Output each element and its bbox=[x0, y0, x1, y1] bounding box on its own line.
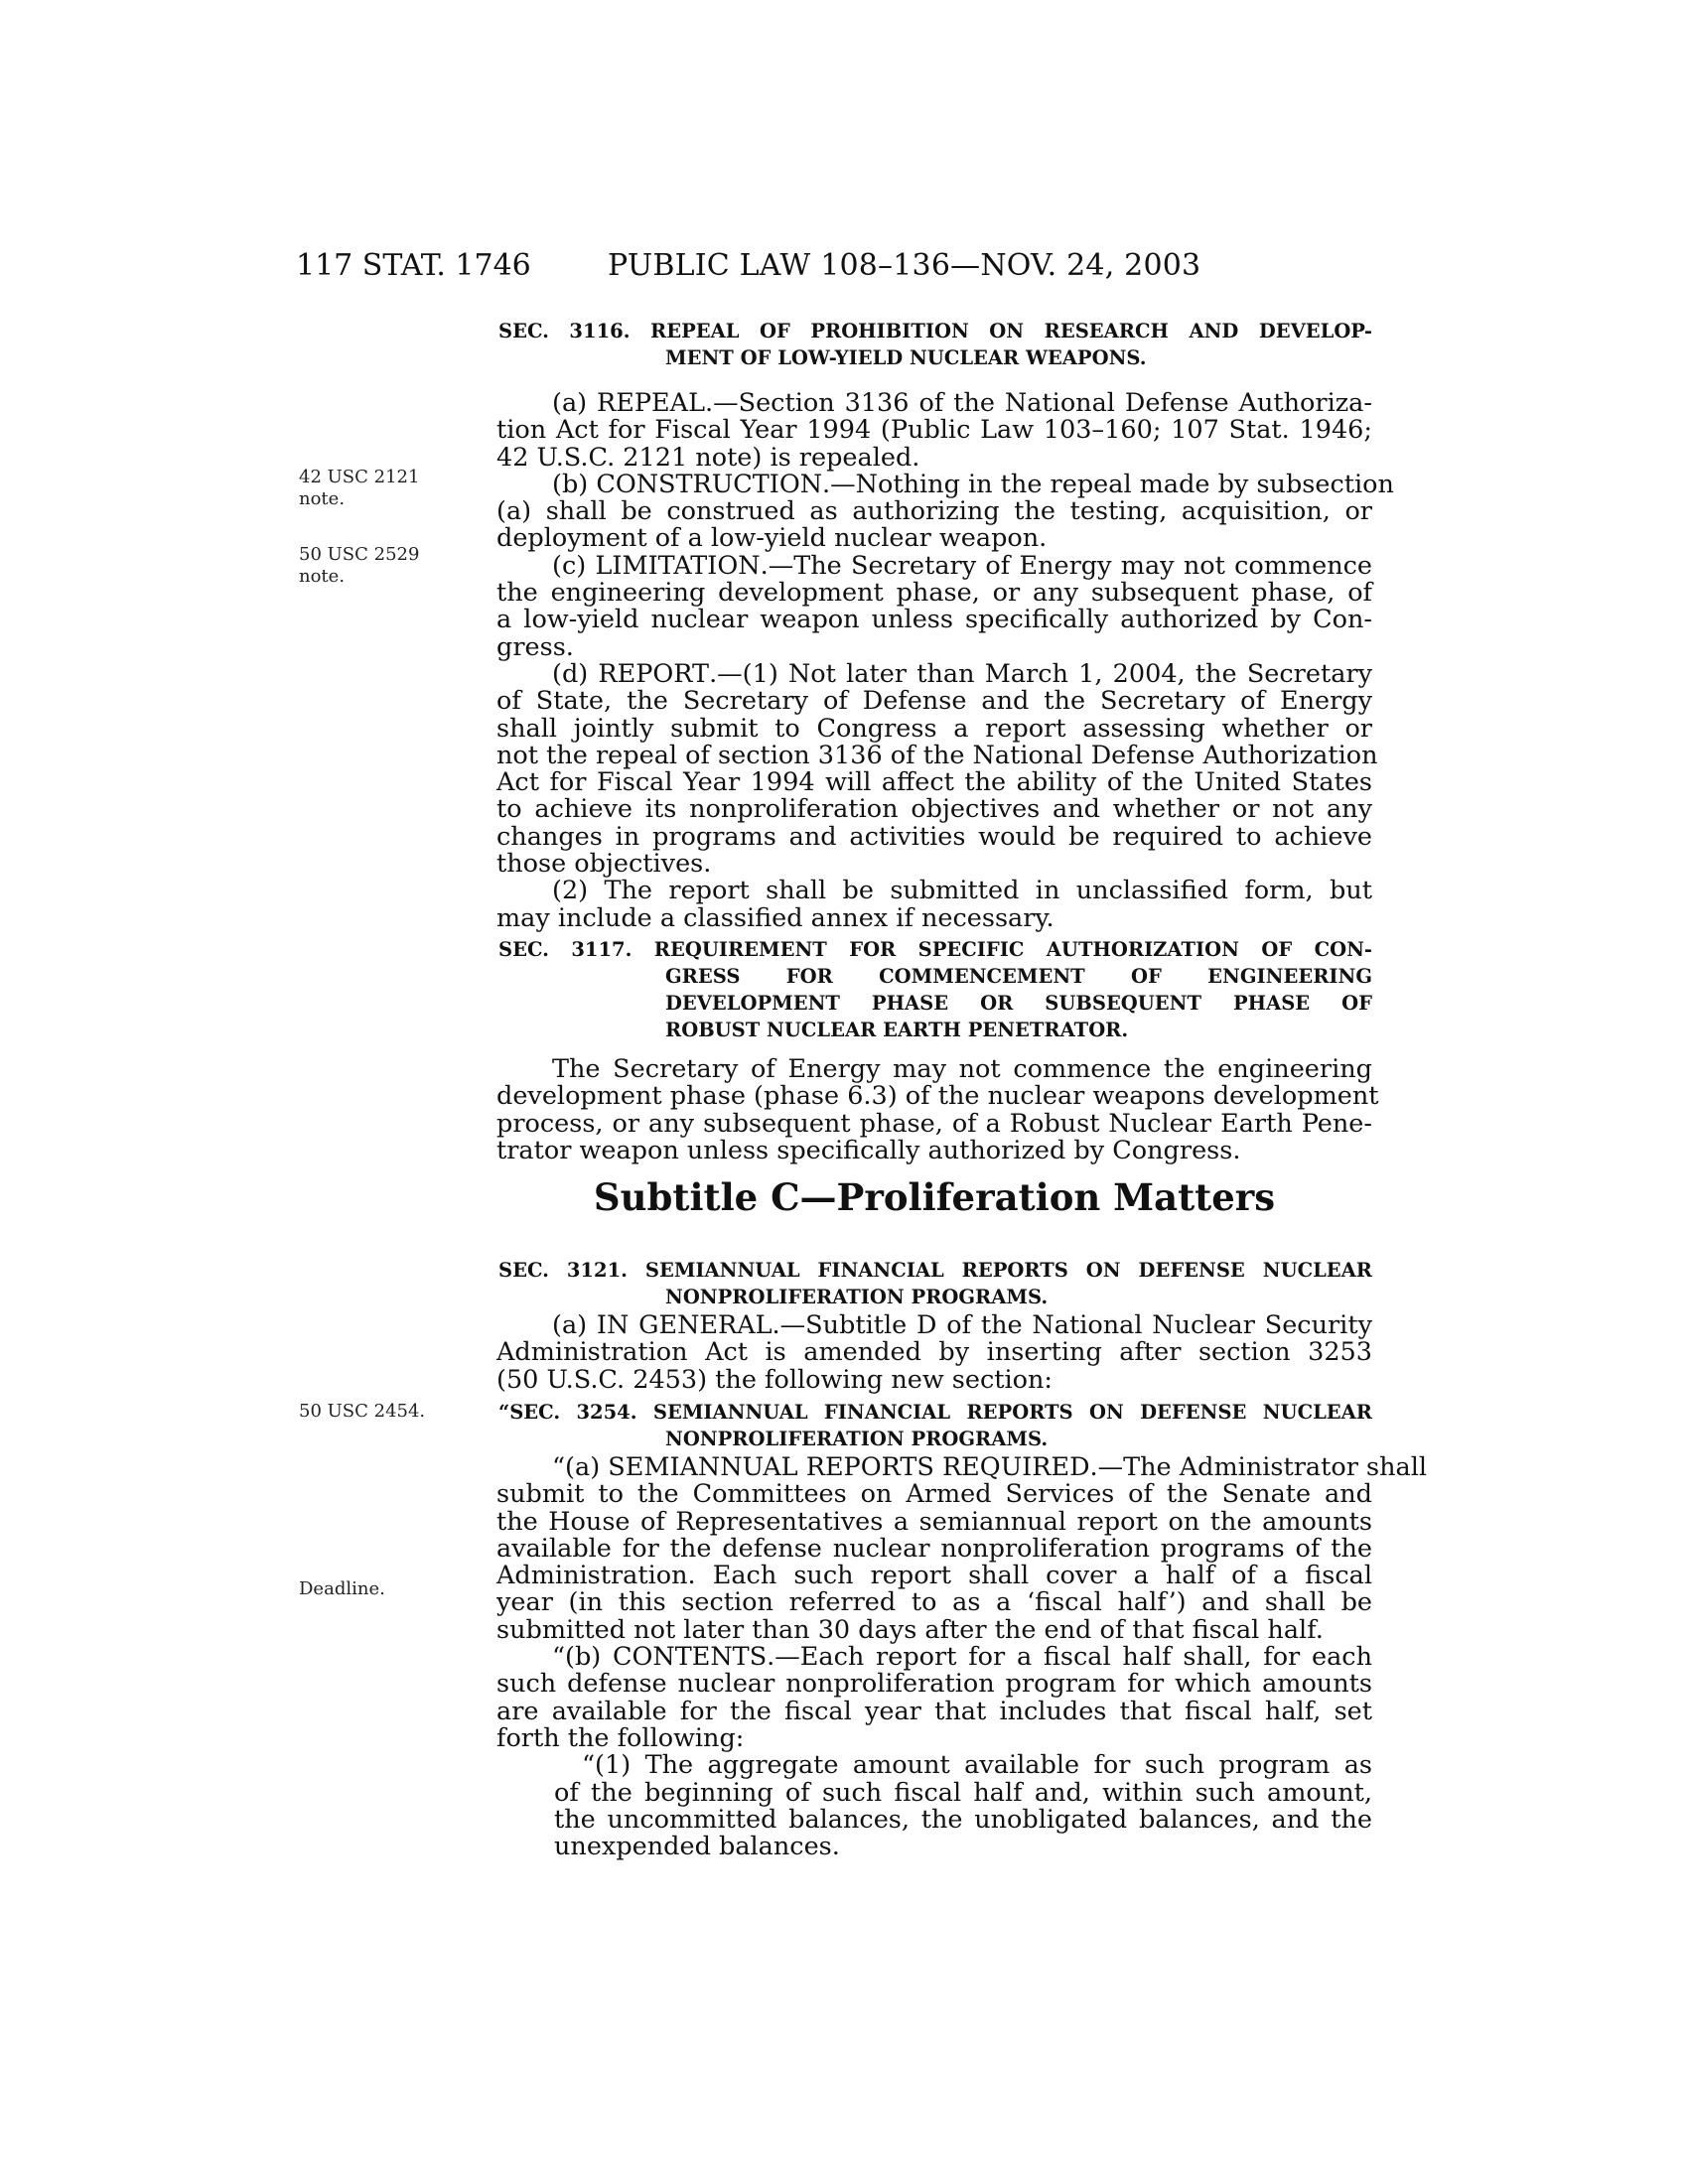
paragraph-c-line bbox=[496, 550, 1373, 581]
paragraph-line: development phase (phase 6.3) of the nuclear weapons development bbox=[496, 1081, 1379, 1112]
paragraph-line: submit to the Committees on Armed Services of the Senate and bbox=[496, 1479, 1372, 1510]
section-3121-heading bbox=[498, 1257, 1372, 1310]
subsection-d-label-smallcaps: EPORT bbox=[617, 658, 710, 689]
stat-page-reference: 117 STAT. 1746 bbox=[296, 248, 531, 283]
text-run: .—Nothing in the repeal made by subsection bbox=[822, 469, 1394, 499]
margin-note-line: note. bbox=[299, 488, 346, 509]
paragraph-line: to achieve its nonproliferation objectives and whether or not any bbox=[496, 794, 1372, 825]
subsection-c-label: (c) L bbox=[552, 550, 613, 581]
subsection-b-label-smallcaps: ONSTRUCTION bbox=[615, 469, 823, 499]
margin-note-line: note. bbox=[299, 566, 346, 587]
paragraph-line: tion Act for Fiscal Year 1994 (Public Law 103–160; 107 Stat. 1946; bbox=[496, 415, 1372, 446]
heading-line: SEC. 3117. REQUIREMENT FOR SPECIFIC AUTHORIZATION OF CON- bbox=[498, 938, 1372, 961]
text-run: .—Subtitle D of the National Nuclear Security bbox=[772, 1310, 1372, 1340]
subsection-a-label: (a) I bbox=[552, 1310, 607, 1340]
section-3121-body bbox=[496, 1312, 1372, 1394]
paragraph-line: deployment of a low-yield nuclear weapon. bbox=[496, 523, 1048, 554]
heading-line: NONPROLIFERATION PROGRAMS. bbox=[665, 1286, 1049, 1308]
paragraph-line: the House of Representatives a semiannual report on the amounts bbox=[496, 1506, 1372, 1537]
text-run: .—The Administrator shall bbox=[1089, 1452, 1428, 1482]
paragraph-line: are available for the fiscal year that includes that fiscal half, set bbox=[496, 1696, 1372, 1726]
heading-line: SEC. 3116. REPEAL OF PROHIBITION ON RESEARCH AND DEVELOP- bbox=[498, 320, 1372, 342]
paragraph-line: 42 U.S.C. 2121 note) is repealed. bbox=[496, 442, 920, 473]
paragraph-line: Administration Act is amended by inserting after section 3253 bbox=[496, 1337, 1372, 1368]
heading-line: DEVELOPMENT PHASE OR SUBSEQUENT PHASE OF bbox=[665, 992, 1372, 1015]
label-smallcaps: ENERAL bbox=[658, 1310, 773, 1340]
paragraph-line: (2) The report shall be submitted in unclassified form, but bbox=[552, 876, 1372, 906]
paragraph-line: submitted not later than 30 days after the end of that fiscal half. bbox=[496, 1614, 1324, 1645]
paragraph-line: forth the following: bbox=[496, 1722, 745, 1753]
paragraph-line: year (in this section referred to as a ‘fiscal half’) and shall be bbox=[496, 1587, 1372, 1618]
margin-note-42-usc-2121 bbox=[299, 467, 419, 510]
subsection-b-label: (b) C bbox=[552, 469, 616, 499]
text-run: .—(1) Not later than March 1, 2004, the Secretary bbox=[709, 658, 1372, 689]
paragraph-d-line bbox=[496, 658, 1372, 689]
heading-line: GRESS FOR COMMENCEMENT OF ENGINEERING bbox=[665, 965, 1372, 988]
paragraph-line: of State, the Secretary of Defense and the Secretary of Energy bbox=[496, 686, 1372, 717]
label-smallcaps: ONTENTS bbox=[632, 1642, 768, 1673]
subsection-a-label-smallcaps: EPEAL bbox=[616, 388, 706, 418]
section-3254-heading bbox=[498, 1399, 1372, 1452]
label-smallcaps: EMIANNUAL bbox=[625, 1452, 798, 1482]
margin-note-line: 42 USC 2121 bbox=[299, 467, 420, 487]
paragraph-b-line bbox=[496, 469, 1394, 499]
section-3116-heading bbox=[498, 318, 1372, 371]
paragraph-line: (50 U.S.C. 2453) the following new section: bbox=[496, 1364, 1054, 1395]
heading-line: NONPROLIFERATION PROGRAMS. bbox=[665, 1428, 1049, 1450]
label-part: R bbox=[797, 1452, 825, 1482]
subsection-d-label: (d) R bbox=[552, 658, 618, 689]
paragraph-line: available for the defense nuclear nonproliferation programs of the bbox=[496, 1533, 1372, 1564]
margin-note-50-usc-2454: 50 USC 2454. bbox=[299, 1401, 426, 1422]
subsection-b-label: “(b) C bbox=[552, 1642, 633, 1673]
section-3117-heading bbox=[498, 936, 1372, 1043]
paragraph-a-line bbox=[496, 1452, 1428, 1482]
section-3117-body bbox=[496, 1054, 1379, 1165]
paragraph-a-line bbox=[496, 390, 1372, 417]
paragraph-line: trator weapon unless specifically authorized by Congress. bbox=[496, 1135, 1241, 1165]
label-smallcaps: EPORTS bbox=[824, 1452, 934, 1482]
paragraph-line: the engineering development phase, or any subsequent phase, of bbox=[496, 578, 1372, 609]
paragraph-line: may include a classified annex if necessary. bbox=[496, 902, 1055, 933]
subsection-a-label: “(a) S bbox=[552, 1452, 626, 1482]
paragraph-line: Act for Fiscal Year 1994 will affect the ability of the United States bbox=[496, 767, 1372, 798]
label-smallcaps: N bbox=[606, 1310, 630, 1340]
paragraph-line: those objectives. bbox=[496, 849, 712, 880]
section-3254-body bbox=[496, 1452, 1428, 1862]
subtitle-heading: Subtitle C—Proliferation Matters bbox=[593, 1175, 1276, 1219]
subsection-c-label-smallcaps: IMITATION bbox=[612, 550, 761, 581]
margin-note-50-usc-2529 bbox=[299, 544, 419, 588]
paragraph-line: changes in programs and activities would be required to achieve bbox=[496, 821, 1372, 852]
paragraph-line: not the repeal of section 3136 of the National Defense Authorization bbox=[496, 740, 1378, 770]
margin-note-deadline: Deadline. bbox=[299, 1578, 385, 1599]
subsection-a-label: (a) R bbox=[552, 388, 617, 418]
paragraph-line: the uncommitted balances, the unobligated balances, and the bbox=[554, 1804, 1372, 1835]
paragraph-1-line: “(1) The aggregate amount available for such program as bbox=[582, 1750, 1372, 1781]
running-header-law: PUBLIC LAW 108–136—NOV. 24, 2003 bbox=[608, 248, 1201, 283]
heading-line: “SEC. 3254. SEMIANNUAL FINANCIAL REPORTS ON DEFENSE NUCLEAR bbox=[498, 1401, 1372, 1424]
paragraph-line: Administration. Each such report shall cover a half of a fiscal bbox=[496, 1561, 1372, 1591]
text-run: .—Each report for a fiscal half shall, for each bbox=[767, 1642, 1372, 1673]
heading-line: ROBUST NUCLEAR EARTH PENETRATOR. bbox=[665, 1019, 1129, 1041]
paragraph-line: shall jointly submit to Congress a report assessing whether or bbox=[496, 713, 1372, 744]
paragraph-line: unexpended balances. bbox=[554, 1832, 840, 1862]
section-3116-body bbox=[496, 388, 1394, 933]
label-smallcaps: EQUIRED bbox=[961, 1452, 1090, 1482]
paragraph-b-line bbox=[496, 1644, 1372, 1671]
text-run: .—Section 3136 of the National Defense Authoriza- bbox=[705, 388, 1373, 418]
paragraph-line: process, or any subsequent phase, of a Robust Nuclear Earth Pene- bbox=[496, 1108, 1372, 1139]
heading-line: SEC. 3121. SEMIANNUAL FINANCIAL REPORTS ON DEFENSE NUCLEAR bbox=[498, 1259, 1372, 1282]
paragraph-line: (a) shall be construed as authorizing the testing, acquisition, or bbox=[496, 496, 1372, 527]
paragraph-line: of the beginning of such fiscal half and, within such amount, bbox=[554, 1777, 1372, 1808]
paragraph-a-line bbox=[496, 1312, 1372, 1339]
paragraph-line: gress. bbox=[496, 631, 574, 662]
label-part: G bbox=[629, 1310, 659, 1340]
text-run: .—The Secretary of Energy may not commence bbox=[760, 550, 1373, 581]
paragraph-line: such defense nuclear nonproliferation program for which amounts bbox=[496, 1669, 1372, 1700]
label-part: R bbox=[933, 1452, 962, 1482]
margin-note-line: 50 USC 2529 bbox=[299, 544, 420, 565]
heading-line: MENT OF LOW-YIELD NUCLEAR WEAPONS. bbox=[665, 346, 1147, 369]
paragraph-line: a low-yield nuclear weapon unless specifically authorized by Con- bbox=[496, 605, 1372, 635]
paragraph-line: The Secretary of Energy may not commence the engineering bbox=[552, 1054, 1372, 1084]
